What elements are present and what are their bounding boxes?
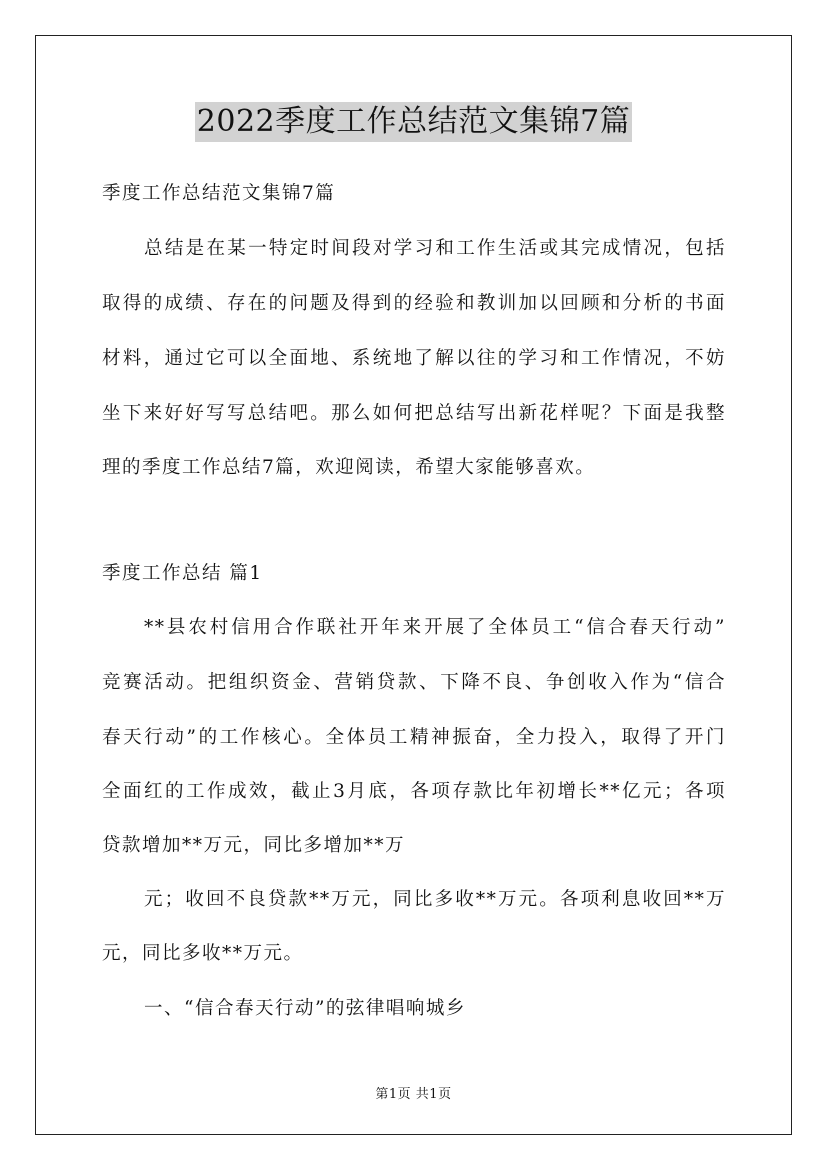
section1-para1-line-2: 竞赛活动。把组织资金、营销贷款、下降不良、争创收入作为“信合 [102,672,726,693]
section1-para2-line-1: 元；收回不良贷款**万元，同比多收**万元。各项利息收回**万 [144,889,726,910]
section1-para1-line-4: 全面红的工作成效，截止3月底，各项存款比年初增长**亿元；各项 [102,781,726,802]
document-title: 2022季度工作总结范文集锦7篇 [195,102,632,142]
section1-para2-line-2: 元，同比多收**万元。 [102,943,304,964]
intro-line-2: 取得的成绩、存在的问题及得到的经验和教训加以回顾和分析的书面 [102,293,726,314]
section-subheading: 一、“信合春天行动”的弦律唱响城乡 [144,998,466,1019]
section1-para1-line-3: 春天行动”的工作核心。全体员工精神振奋，全力投入，取得了开门 [102,727,726,748]
section1-para1-line-1: **县农村信用合作联社开年来开展了全体员工“信合春天行动” [144,617,726,638]
page-footer: 第1页 共1页 [375,1087,452,1102]
intro-line-5: 理的季度工作总结7篇，欢迎阅读，希望大家能够喜欢。 [102,457,596,478]
intro-line-4: 坐下来好好写写总结吧。那么如何把总结写出新花样呢？下面是我整 [102,403,726,424]
section-heading: 季度工作总结 篇1 [102,563,263,584]
intro-line-1: 总结是在某一特定时间段对学习和工作生活或其完成情况，包括 [144,238,726,259]
section1-para1-line-5: 贷款增加**万元，同比多增加**万 [102,835,406,856]
title-container [0,102,827,142]
intro-line-3: 材料，通过它可以全面地、系统地了解以往的学习和工作情况，不妨 [102,348,726,369]
document-subtitle: 季度工作总结范文集锦7篇 [102,183,336,204]
